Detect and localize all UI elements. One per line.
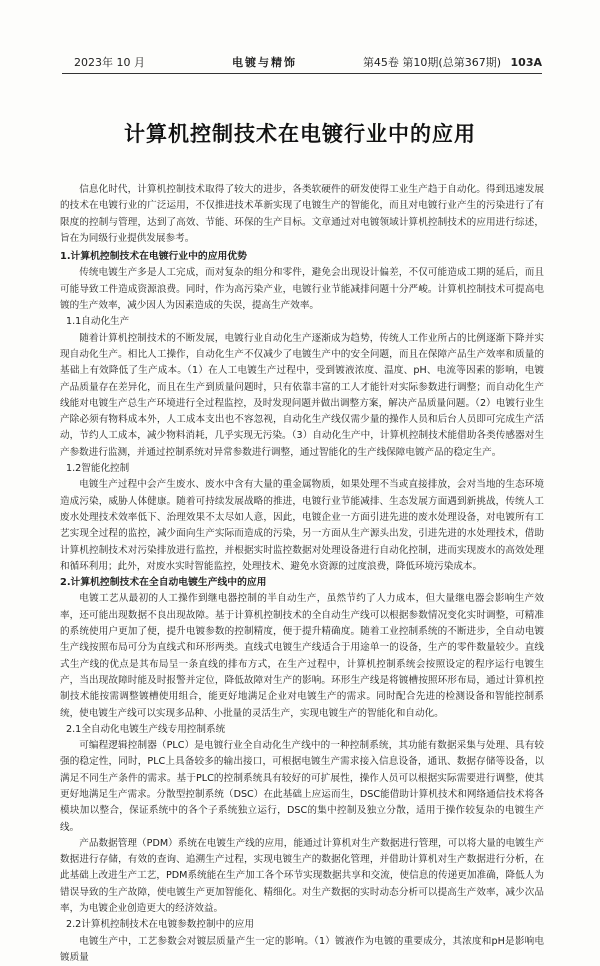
page-number: 103A: [510, 56, 542, 69]
paragraph: 电镀生产过程中会产生废水、废水中含有大量的重金属物质，如果处理不当或直接排放，会对当地的生态环境造成污染，威胁人体健康。随着可持续发展战略的推进，电镀行业节能减排、生态发展方面遇到新挑战，传统人工废水处理技术效率低下、治理效果不太尽如人意，因此，电镀企业一方面引进先进的废水处理设备，对电镀所有工艺实现全过程的监控，减少面向生产实际而造成的污染，另一方面从生产源头出发，引进先进的水处理技术，借助计算机控制技术对污染排放进行监控，并根据实时监控数据对处理设备进行自动化控制，进而实现废水的高效处理和循环利用；此外，对废水实时智能监控，处理技术、避免水资源的过度浪费，降低环境污染成本。: [60, 479, 544, 572]
article-body: [60, 182, 544, 966]
paragraph: 产品数据管理（PDM）系统在电镀生产线的应用，能通过计算机对生产数据进行管理，可以将大量的电镀生产数据进行存储，有效的查询、追溯生产过程，实现电镀生产的数据化管理，并借助计算机对生产数据进行分析，在此基础上改进生产工艺，PDM系统能在生产加工各个环节实现数据共享和交流，使信息的传递更加准确，降低人为错误导致的生产故障，使电镀生产更加智能化、精细化。对生产数据的实时动态分析可以提高生产效率，减少次品率，为电镀企业创造更大的经济效益。: [60, 837, 544, 915]
abstract: 信息化时代，计算机控制技术取得了较大的进步，各类软硬件的研发使得工业生产趋于自动化。得到迅速发展的技术在电镀行业的广泛运用，不仅推进技术革新实现了电镀生产的智能化，而且对电镀行业产生的污染进行了有限度的控制与管理，达到了高效、节能、环保的生产目标。文章通过对电镀领域计算机控制技术的应用进行综述，旨在为同级行业提供发展参考。: [60, 184, 544, 244]
section-heading: 1.计算机控制技术在电镀行业中的应用优势: [60, 251, 247, 263]
paragraph: 电镀工艺从最初的人工操作到继电器控制的半自动生产，虽然节约了人力成本，但大量继电器会影响生产效率，还可能出现数据不良出现故障。基于计算机控制技术的全自动生产线可以根据参数情况变化实时调整，可精准的系统使用户更加了便，提升电镀参数的控制精度，便于提升精确度。随着工业控制系统的不断进步，全自动电镀生产线按照布局可分为直线式和环形两类。直线式电镀生产线适合于用途单一的设备，生产的零件数量较少。直线式生产线的优点是其布局呈一条直线的排布方式，在生产过程中，计算机控制系统会按照设定的程序运行电镀生产，当出现故障时能及时报警并定位，降低故障对生产的影响。环形生产线是将镀槽按照环形布局，通过计算机控制技术能按需调整镀槽使用组合，能更好地满足企业对电镀生产的需求。同时配合先进的检测设备和智能控制系统，使电镀生产线可以实现多品种、小批量的灵活生产，实现电镀生产的智能化和自动化。: [60, 593, 544, 719]
section-heading: 2.计算机控制技术在全自动电镀生产线中的应用: [60, 577, 267, 589]
article-title: 计算机控制技术在电镀行业中的应用: [124, 122, 476, 146]
volume-issue: 第45卷 第10期(总第367期): [362, 56, 502, 69]
subsection-heading: 1.2智能化控制: [66, 463, 130, 475]
paragraph: 可编程逻辑控制器（PLC）是电镀行业全自动化生产线中的一种控制系统，其功能有数据采集与处理、具有较强的稳定性，同时，PLC上具备较多的输出接口，可根据电镀生产需求接入信息设备，通讯、数据存储等设备，以满足不同生产条件的需求。基于PLC的控制系统具有较好的可扩展性，操作人员可以根据实际需要进行调整，使其更好地满足生产需求。分散型控制系统（DSC）在此基础上应运而生，DSC能借助计算机技术和网络通信技术将各模块加以整合，保证系统中的各个子系统独立运行，DSC的集中控制及独立分散，适用于操作较复杂的电镀生产线。: [60, 740, 544, 833]
issue-date: 2023年 10 月: [74, 56, 145, 69]
paragraph: 随着计算机控制技术的不断发展，电镀行业自动化生产逐渐成为趋势，传统人工作业所占的比例逐渐下降并实现自动化生产。相比人工操作，自动化生产不仅减少了电镀生产中的安全问题，而且在保障产品生产效率和质量的基础上有效降低了生产成本。（1）在人工电镀生产过程中，受到镀液浓度、温度、pH、电流等因素的影响，电镀产品质量存在差异化，而且在生产到质量问题时，只有依靠丰富的工人才能针对实际参数进行调整；而自动化生产线能对电镀生产总生产环境进行全过程监控，及时发现问题并做出调整方案，解决产品质量问题。（2）电镀行业生产除必须有物料成本外，人工成本支出也不容忽视，自动化生产线仅需少量的操作人员和后台人员即可完成生产活动，节约人工成本，减少物料消耗，几乎实现无污染。（3）自动化生产中，计算机控制技术能借助各类传感器对生产参数进行监测，并通过控制系统对异常参数进行调整，通过智能化的生产线保障电镀产品的稳定生产。: [60, 332, 544, 458]
paragraph: 电镀生产中，工艺参数会对镀层质量产生一定的影响。（1）镀液作为电镀的重要成分，其浓度和pH是影响电镀质量: [60, 935, 544, 963]
subsection-heading: 2.1全自动化电镀生产线专用控制系统: [66, 723, 226, 735]
journal-name: 电镀与精饰: [232, 56, 297, 69]
running-header: [74, 52, 542, 72]
subsection-heading: 2.2计算机控制技术在电镀参数控制中的应用: [66, 919, 254, 931]
paragraph: 传统电镀生产多是人工完成，而对复杂的组分和零件，避免会出现设计偏差，不仅可能造成工期的延后，而且可能导致工件造成资源浪费。同时，作为高污染产业，电镀行业节能减排问题十分严峻。计算机控制技术可提高电镀的生产效率，减少因人为因素造成的失误，提高生产效率。: [60, 267, 544, 312]
header-rule: [62, 73, 542, 74]
subsection-heading: 1.1自动化生产: [66, 316, 130, 328]
